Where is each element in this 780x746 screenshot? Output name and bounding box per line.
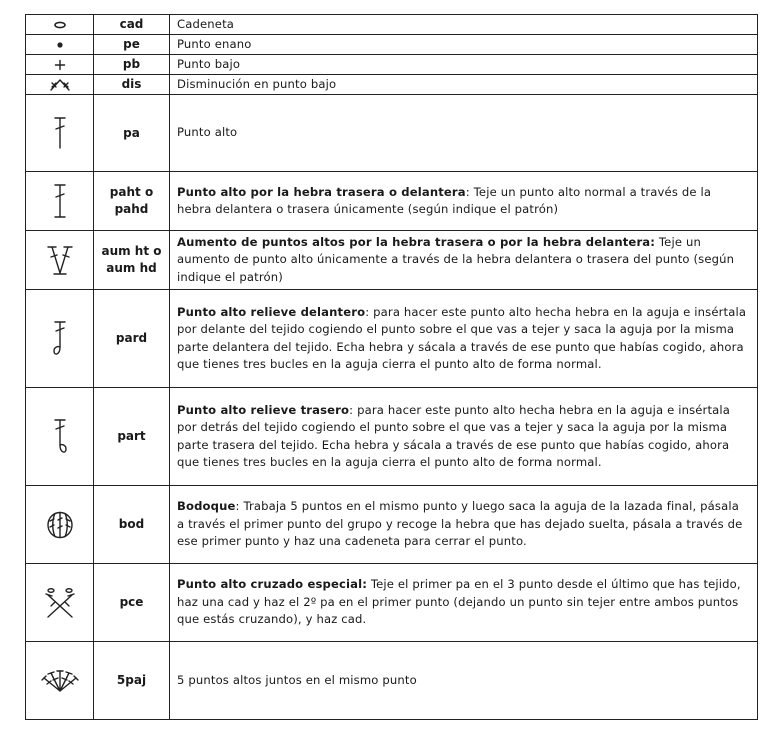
desc-title: Bodoque xyxy=(177,499,236,514)
desc-title: Aumento de puntos altos por la hebra trasera o por la hebra delantera: xyxy=(177,234,656,249)
abbr-cell xyxy=(94,172,170,231)
desc-cell: Cadeneta xyxy=(170,15,758,35)
desc-cell xyxy=(170,486,758,564)
plus-icon xyxy=(54,59,66,71)
front-post-dc-icon xyxy=(51,319,69,359)
desc-text: : para hacer este punto alto hecha hebra en la aguja e insértala por detrás del tejido cogiendo el punto sobre el que vas a tejer y saca la aguja por la misma parte trasera del tejido. Echa hebra y sácala a través de ese punto que habías cogido, ahora que tienes tres bucles en la aguja cierra el punto alto de forma normal. xyxy=(177,402,731,469)
desc-title: Punto alto relieve trasero xyxy=(177,402,350,417)
legend-row-pe xyxy=(26,35,758,55)
symbol-cell xyxy=(26,231,94,290)
desc-cell: Punto bajo xyxy=(170,55,758,75)
desc-cell: Punto enano xyxy=(170,35,758,55)
legend-row-pb xyxy=(26,55,758,75)
legend-row-pa xyxy=(26,95,758,172)
desc-text: Teje el primer pa en el 3 punto desde el último que has tejido, haz una cad y haz el 2º pa en el primer punto (dejando un punto sin tejer entre ambos puntos que estás cruzando), y haz cad. xyxy=(177,577,741,627)
crossed-dc-icon xyxy=(42,587,78,619)
back-post-dc-icon xyxy=(51,417,69,457)
legend-row-dis xyxy=(26,75,758,95)
legend-row-part xyxy=(26,388,758,486)
desc-cell xyxy=(170,388,758,486)
legend-row-pard xyxy=(26,290,758,388)
desc-title: Punto alto cruzado especial: xyxy=(177,577,368,592)
double-crochet-icon xyxy=(52,115,68,151)
desc-text: : Teje un punto alto normal a través de la hebra delantera o trasera únicamente (según indique el patrón) xyxy=(177,184,712,216)
abbr-cell: pb xyxy=(94,55,170,75)
symbol-cell xyxy=(26,95,94,172)
desc-cell: 5 puntos altos juntos en el mismo punto xyxy=(170,642,758,720)
symbol-cell xyxy=(26,642,94,720)
abbr-cell: 5paj xyxy=(94,642,170,720)
abbr-cell: dis xyxy=(94,75,170,95)
symbol-cell xyxy=(26,55,94,75)
abbr-line: aum ht o xyxy=(101,244,162,258)
desc-title: Punto alto por la hebra trasera o delantera xyxy=(177,184,466,199)
desc-cell xyxy=(170,564,758,642)
desc-cell: Punto alto xyxy=(170,95,758,172)
abbr-cell xyxy=(94,231,170,290)
desc-cell xyxy=(170,172,758,231)
abbr-line: paht o xyxy=(109,185,154,199)
legend-row-aum xyxy=(26,231,758,290)
abbr-cell: pe xyxy=(94,35,170,55)
legend-row-paht xyxy=(26,172,758,231)
abbr-cell: pce xyxy=(94,564,170,642)
desc-cell xyxy=(170,231,758,290)
symbol-cell xyxy=(26,35,94,55)
symbol-cell xyxy=(26,172,94,231)
desc-text: : para hacer este punto alto hecha hebra en la aguja e insértala por delante del tejido cogiendo el punto sobre el que vas a tejer y saca la aguja por la misma parte delantera del tejido. Echa hebra y sácala a través de ese punto que habías cogido, ahora que tienes tres bucles en la aguja cierra el punto alto de forma normal. xyxy=(177,304,747,371)
abbr-cell: bod xyxy=(94,486,170,564)
legend-row-5paj xyxy=(26,642,758,720)
abbr-line: pahd xyxy=(114,202,149,216)
abbr-cell: cad xyxy=(94,15,170,35)
legend-row-cad xyxy=(26,15,758,35)
symbol-cell xyxy=(26,15,94,35)
dc-loop-only-icon xyxy=(52,182,68,220)
abbr-cell: pa xyxy=(94,95,170,172)
desc-text: : Trabaja 5 puntos en el mismo punto y luego saca la aguja de la lazada final, pásala a través el primer punto del grupo y recoge la hebra que has dejado suelta, pásala a través de ese primer punto y haz una cadeneta para cerrar el punto. xyxy=(177,499,743,549)
symbol-cell xyxy=(26,564,94,642)
chain-oval-icon xyxy=(52,20,68,30)
legend-row-bod xyxy=(26,486,758,564)
sc-decrease-icon xyxy=(49,78,71,92)
symbol-cell xyxy=(26,486,94,564)
slip-stitch-dot-icon xyxy=(55,40,65,50)
desc-text: Teje un aumento de punto alto únicamente a través de la hebra delantera o trasera del punto (según indique el patrón) xyxy=(177,234,735,284)
legend-row-pce xyxy=(26,564,758,642)
abbr-cell: part xyxy=(94,388,170,486)
stitch-legend-table xyxy=(25,14,758,720)
desc-cell xyxy=(170,290,758,388)
abbr-cell: pard xyxy=(94,290,170,388)
five-dc-shell-icon xyxy=(41,669,79,693)
dc-increase-loop-icon xyxy=(46,243,74,277)
bobble-icon xyxy=(45,510,75,540)
symbol-cell xyxy=(26,75,94,95)
symbol-cell xyxy=(26,290,94,388)
desc-cell: Disminución en punto bajo xyxy=(170,75,758,95)
symbol-cell xyxy=(26,388,94,486)
abbr-line: aum hd xyxy=(106,261,157,275)
desc-title: Punto alto relieve delantero xyxy=(177,304,366,319)
